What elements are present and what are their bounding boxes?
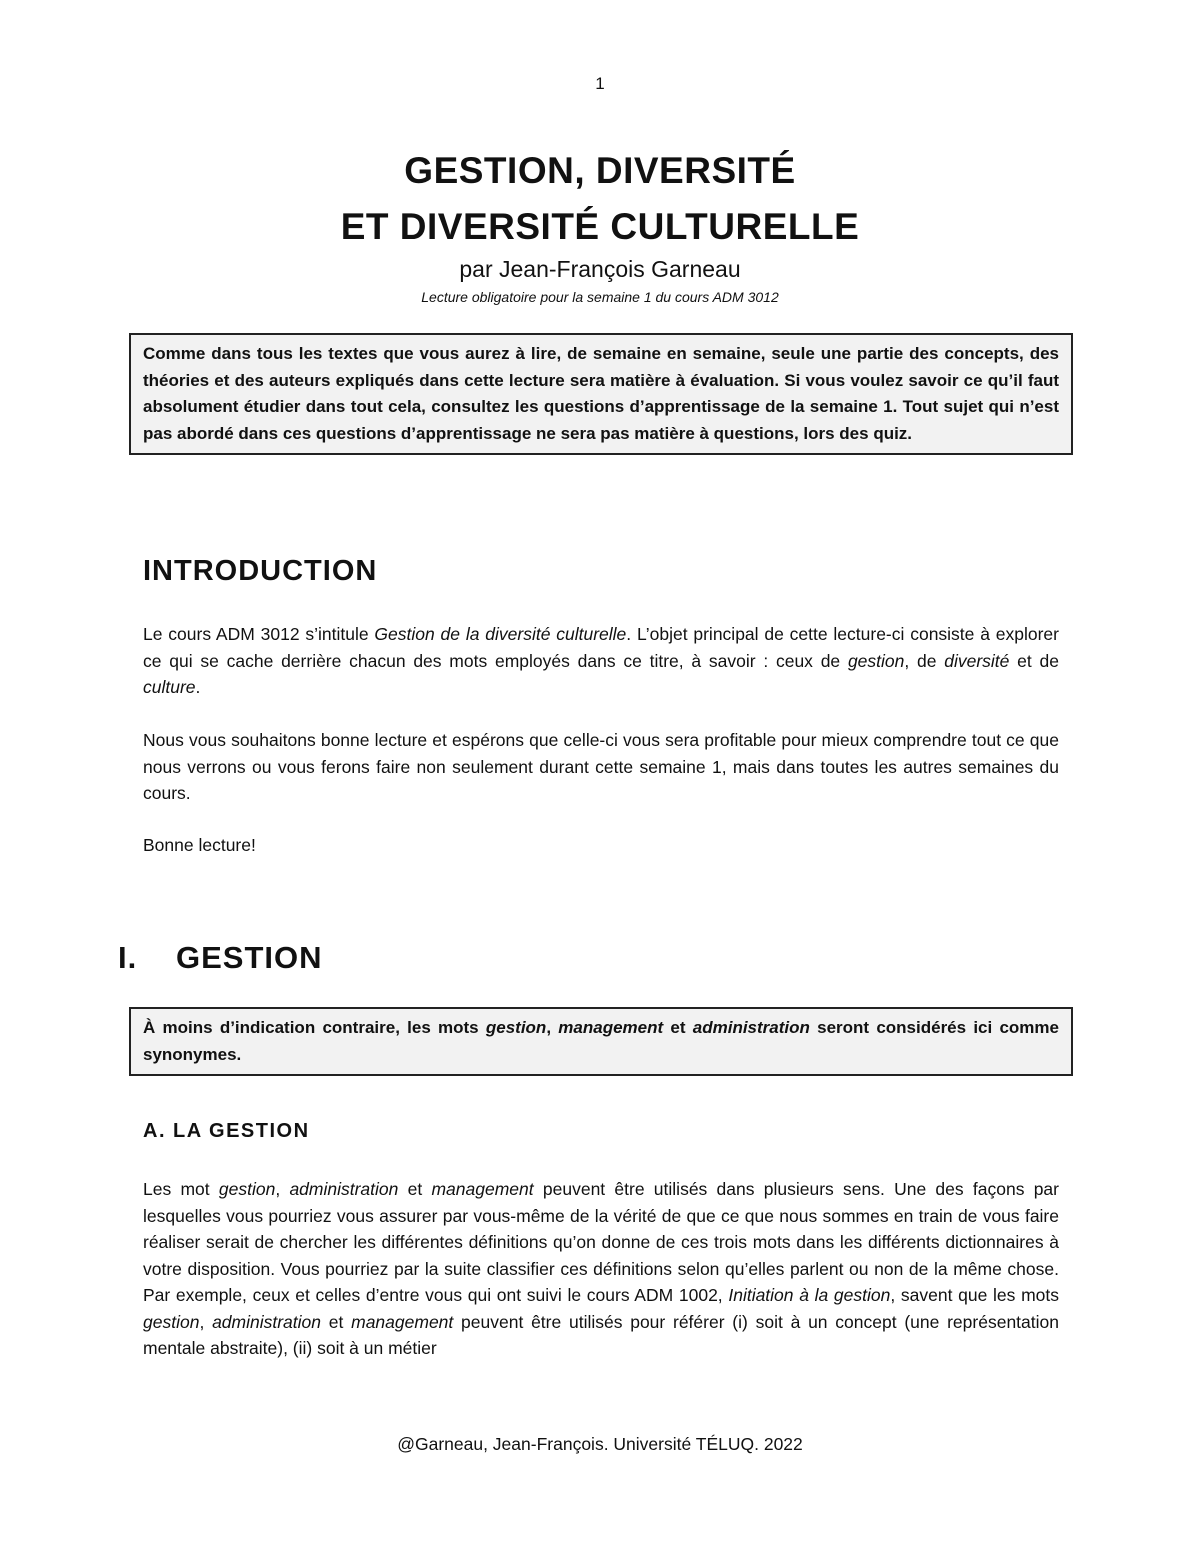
author-byline: par Jean-François Garneau <box>459 256 741 282</box>
document-title-line-1: GESTION, DIVERSITÉ <box>404 150 796 191</box>
evaluation-notice-box: Comme dans tous les textes que vous aurez à lire, de semaine en semaine, seule une partie des concepts, des théories et des auteurs expliqués dans cette lecture sera matière à évaluation. Si vous voulez savoir ce qu’il faut absolument étudier dans tout cela, consultez les questions d’apprentissage de la semaine 1. Tout sujet qui n’est pas abordé dans ces questions d’apprentissage ne sera pas matière à questions, lors des quiz. <box>129 333 1073 455</box>
gestion-paragraph-1: Les mot gestion, administration et management peuvent être utilisés dans plusieurs sens. Une des façons par lesquelles vous pourriez vous assurer par vous-même de la vérité de que ce que nous sommes en train de vous faire réaliser serait de chercher les différentes définitions qu’on donne de ces trois mots dans les différents dictionnaires à votre disposition. Vous pourriez par la suite classifier ces définitions selon qu’elles parlent ou non de la même chose. Par exemple, ceux et celles d’entre vous qui ont suivi le cours ADM 1002, Initiation à la gestion, savent que les mots gestion, administration et management peuvent être utilisés pour référer (i) soit à un concept (une représentation mentale abstraite), (ii) soit à un métier <box>143 1179 1059 1358</box>
page-footer: @Garneau, Jean-François. Université TÉLUQ. 2022 <box>397 1434 803 1454</box>
section-1-title: GESTION <box>176 940 323 975</box>
section-1-heading <box>118 940 323 976</box>
introduction-paragraph-3: Bonne lecture! <box>143 835 256 855</box>
reading-subtitle: Lecture obligatoire pour la semaine 1 du cours ADM 3012 <box>421 289 779 305</box>
synonyms-notice-box: À moins d’indication contraire, les mots gestion, management et administration seront considérés ici comme synonymes. <box>129 1007 1073 1076</box>
introduction-paragraph-1: Le cours ADM 3012 s’intitule Gestion de la diversité culturelle. L’objet principal de cette lecture-ci consiste à explorer ce qui se cache derrière chacun des mots employés dans ce titre, à savoir : ceux de gestion, de diversité et de culture. <box>143 624 1059 697</box>
document-title-line-2: ET DIVERSITÉ CULTURELLE <box>340 206 860 247</box>
page-number: 1 <box>595 74 605 93</box>
subsection-a-heading: A. LA GESTION <box>143 1120 310 1142</box>
introduction-heading: INTRODUCTION <box>143 555 378 587</box>
section-1-number: I. <box>118 940 138 975</box>
introduction-paragraph-2: Nous vous souhaitons bonne lecture et espérons que celle-ci vous sera profitable pour mieux comprendre tout ce que nous verrons ou vous ferons faire non seulement durant cette semaine 1, mais dans toutes les autres semaines du cours. <box>143 730 1059 803</box>
